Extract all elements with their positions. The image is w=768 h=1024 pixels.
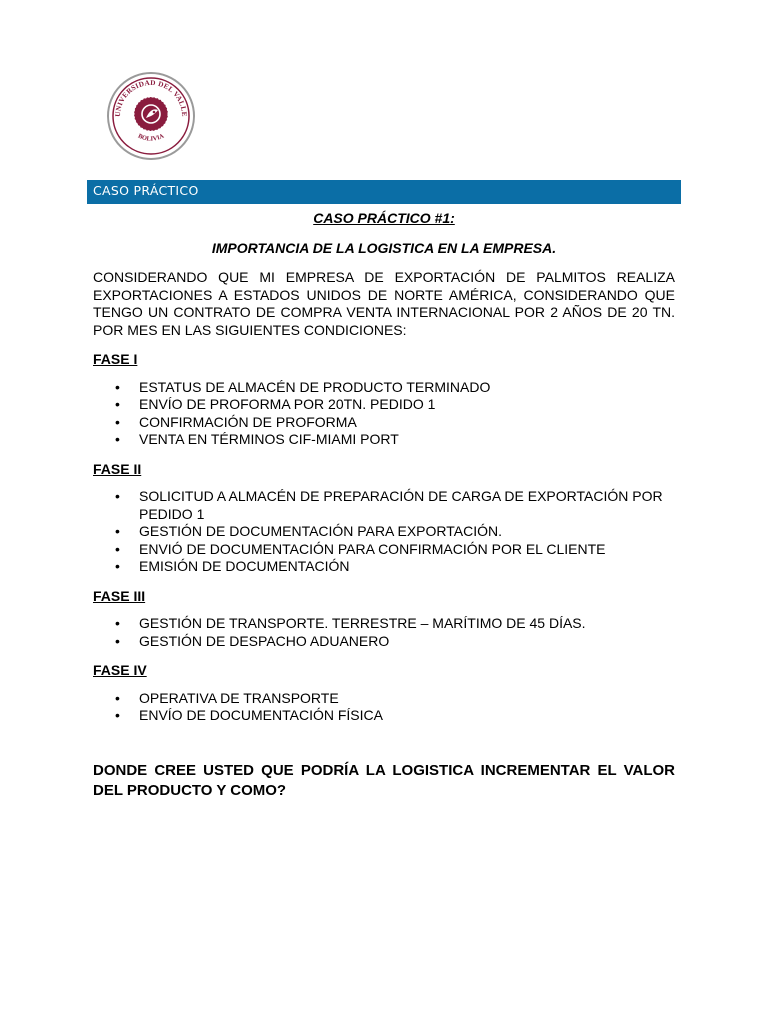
svg-text:UNIVERSIDAD DEL VALLE: UNIVERSIDAD DEL VALLE — [113, 78, 189, 118]
phase-4-list — [93, 690, 675, 725]
phase-4-title: FASE IV — [93, 662, 147, 678]
list-item: • ENVÍO DE PROFORMA POR 20TN. PEDIDO 1 — [115, 396, 436, 412]
bullet-icon: • — [115, 540, 120, 557]
bullet-icon: • — [115, 378, 120, 395]
list-item: • GESTIÓN DE DOCUMENTACIÓN PARA EXPORTACIÓN. — [115, 523, 503, 539]
bullet-icon: • — [115, 523, 120, 539]
closing-question: DONDE CREE USTED QUE PODRÍA LA LOGISTICA INCREMENTAR EL VALOR DEL PRODUCTO Y COMO? — [93, 761, 675, 799]
list-item: • VENTA EN TÉRMINOS CIF-MIAMI PORT — [115, 431, 399, 447]
list-item: • OPERATIVA DE TRANSPORTE — [115, 689, 339, 706]
university-seal-logo — [106, 72, 196, 160]
document-subtitle: IMPORTANCIA DE LA LOGISTICA EN LA EMPRESA. — [211, 239, 557, 256]
bullet-icon: • — [115, 431, 120, 447]
phase-1-title: FASE I — [93, 351, 138, 367]
bullet-icon: • — [115, 413, 120, 430]
bullet-icon: • — [115, 632, 120, 649]
bullet-icon: • — [115, 689, 120, 706]
case-title: CASO PRÁCTICO #1: — [313, 210, 455, 226]
seal-emblem-icon — [134, 97, 168, 131]
svg-text:BOLIVIA: BOLIVIA — [136, 132, 166, 143]
phase-2-list — [93, 488, 675, 576]
section-banner — [87, 180, 681, 204]
bullet-icon: • — [115, 488, 120, 504]
list-item: • ESTATUS DE ALMACÉN DE PRODUCTO TERMINADO — [115, 378, 491, 395]
phase-3-title: FASE III — [93, 587, 146, 604]
list-item: • ENVIÓ DE DOCUMENTACIÓN PARA CONFIRMACIÓN POR EL CLIENTE — [115, 540, 606, 557]
list-item: • GESTIÓN DE TRANSPORTE. TERRESTRE – MARÍTIMO DE 45 DÍAS. — [115, 615, 586, 631]
bullet-icon: • — [115, 615, 120, 631]
phase-1-list — [93, 379, 675, 449]
list-item: • SOLICITUD A ALMACÉN DE PREPARACIÓN DE CARGA DE EXPORTACIÓN POR PEDIDO 1 — [115, 488, 663, 522]
list-item: • EMISIÓN DE DOCUMENTACIÓN — [115, 558, 350, 574]
banner-label: CASO PRÁCTICO — [93, 183, 199, 198]
phase-2-title: FASE II — [93, 460, 142, 477]
list-item: • GESTIÓN DE DESPACHO ADUANERO — [115, 632, 390, 649]
list-item: • ENVÍO DE DOCUMENTACIÓN FÍSICA — [115, 707, 383, 723]
list-item: • CONFIRMACIÓN DE PROFORMA — [115, 413, 357, 430]
intro-paragraph: CONSIDERANDO QUE MI EMPRESA DE EXPORTACIÓN DE PALMITOS REALIZA EXPORTACIONES A ESTADOS UNIDOS DE NORTE AMÉRICA, CONSIDERANDO QUE TENGO UN CONTRATO DE COMPRA VENTA INTERNACIONAL POR 2 AÑOS DE 20 TN. POR MES EN LAS SIGUIENTES CONDICIONES: — [93, 269, 675, 338]
bullet-icon: • — [115, 558, 120, 574]
bullet-icon: • — [115, 396, 120, 412]
bullet-icon: • — [115, 707, 120, 723]
phase-3-list — [93, 615, 675, 650]
document-body — [93, 210, 675, 801]
